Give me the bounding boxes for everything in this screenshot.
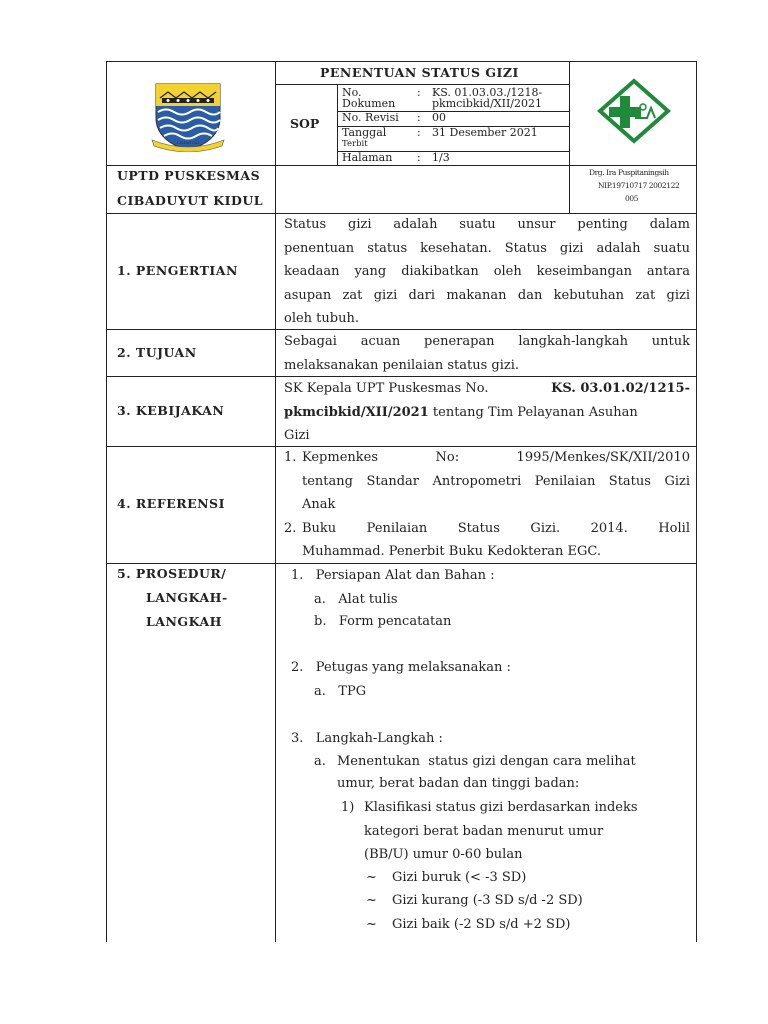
document-title: PENENTUAN STATUS GIZI [320,65,519,80]
pengertian-line: oleh tubuh. [284,311,359,326]
referensi-item-number: 2. [284,520,297,536]
meta-revisi-label: No. Revisi [342,111,399,124]
referensi-list [284,446,690,564]
meta-halaman-value: 1/3 [432,151,450,164]
city-emblem-logo [150,76,226,152]
meta-dokumen-label-1: No. [342,86,362,99]
prosedur-step-3a-number: a. [314,754,326,769]
section-label-referensi: 4. REFERENSI [117,496,225,511]
kebijakan-text [284,377,690,448]
meta-revisi-value: 00 [432,111,446,124]
section-label-kebijakan: 3. KEBIJAKAN [117,403,225,418]
referensi-line: Muhammad. Penerbit Buku Kedokteran EGC. [302,544,602,559]
prosedur-step-2a: a. TPG [314,684,367,699]
prosedur-step-3a1-line1: Klasifikasi status gizi berdasarkan indeks [364,800,638,815]
emblem-banner-text: LEMAH CAI [177,141,199,145]
prosedur-step-1: 1. Persiapan Alat dan Bahan : [291,568,495,583]
kebijakan-line-3: Gizi [284,428,310,443]
bullet-gizi-baik: Gizi baik (-2 SD s/d +2 SD) [392,917,571,932]
tujuan-line: melaksanakan penilaian status gizi. [284,357,520,373]
kebijakan-sk-number-cont: pkmcibkid/XII/2021 [284,404,429,420]
meta-tanggal-sep: : [417,126,421,139]
meta-tanggal-label-2: Terbit [342,139,368,149]
prosedur-step-3a-line2: umur, berat badan dan tinggi badan: [337,776,580,791]
meta-dokumen-value-1: KS. 01.03.03./1218- [432,86,543,99]
tujuan-line: Sebagai acuan penerapan langkah-langkah untuk [284,334,690,349]
kebijakan-line-1 [284,377,690,401]
section-label-pengertian: 1. PENGERTIAN [117,263,238,278]
bullet-gizi-kurang: Gizi kurang (-3 SD s/d -2 SD) [392,893,583,908]
pengertian-line: keadaan yang diakibatkan oleh keseimbangan antara [284,264,690,279]
prosedur-step-3a-line1: Menentukan status gizi dengan cara melihat [337,754,636,769]
section-label-prosedur-3: LANGKAH [146,614,222,629]
pengertian-line: asupan zat gizi dari makanan dan kebutuhan zat gizi [284,287,690,303]
meta-dokumen-value-2: pkmcibkid/XII/2021 [432,97,543,110]
kebijakan-line-2 [284,401,690,425]
meta-halaman-label: Halaman [342,151,393,164]
bullet-symbol: ~ [366,893,377,908]
meta-tanggal-value: 31 Desember 2021 [432,126,538,139]
org-name-line2: CIBADUYUT KIDUL [117,193,264,208]
signer-nip-line2: 005 [625,194,639,203]
kebijakan-about: tentang Tim Pelayanan Asuhan [428,404,638,420]
meta-halaman-sep: : [417,151,421,164]
pengertian-text [284,213,690,331]
kebijakan-sk-number: KS. 03.01.02/1215- [551,381,690,396]
prosedur-step-3a1-line3: (BB/U) umur 0-60 bulan [364,847,523,862]
signer-nip-line1: NIP.19710717 2002122 [598,181,680,190]
prosedur-step-3a1-number: 1) [341,800,355,815]
section-label-tujuan: 2. TUJUAN [117,345,197,360]
meta-dokumen-label-2: Dokumen [342,97,396,110]
prosedur-step-2: 2. Petugas yang melaksanakan : [291,660,511,675]
referensi-line: Anak [302,497,336,512]
bullet-gizi-buruk: Gizi buruk (< -3 SD) [392,870,527,885]
meta-tanggal-label-1: Tanggal [342,126,387,139]
prosedur-step-3a1-line2: kategori berat badan menurut umur [364,824,604,839]
puskesmas-logo [597,78,671,144]
kebijakan-sk-text: SK Kepala UPT Puskesmas No. [284,381,489,396]
prosedur-step-3: 3. Langkah-Langkah : [291,731,443,746]
section-label-prosedur-2: LANGKAH- [146,590,228,605]
signer-name: Drg. Ira Puspitaningsih [589,168,669,177]
bullet-symbol: ~ [366,917,377,932]
meta-revisi-sep: : [417,111,421,124]
referensi-line: Buku Penilaian Status Gizi. 2014. Holil [302,520,690,536]
prosedur-step-1b: b. Form pencatatan [314,614,452,629]
prosedur-step-1a: a. Alat tulis [314,592,398,607]
pengertian-line: penentuan status kesehatan. Status gizi adalah suatu [284,240,690,256]
bullet-symbol: ~ [366,870,377,885]
referensi-item-number: 1. [284,450,297,465]
sop-label: SOP [290,116,320,131]
referensi-item [284,517,690,564]
org-name-line1: UPTD PUSKESMAS [117,168,261,183]
pengertian-line: Status gizi adalah suatu unsur penting dalam [284,217,690,232]
referensi-line: Kepmenkes No: 1995/Menkes/SK/XII/2010 [302,450,690,465]
tujuan-text [284,330,690,377]
meta-dokumen-sep: : [417,86,421,99]
referensi-line: tentang Standar Antropometri Penilaian Status Gizi [302,473,690,489]
section-label-prosedur-1: 5. PROSEDUR/ [117,566,227,581]
referensi-item [284,446,690,517]
